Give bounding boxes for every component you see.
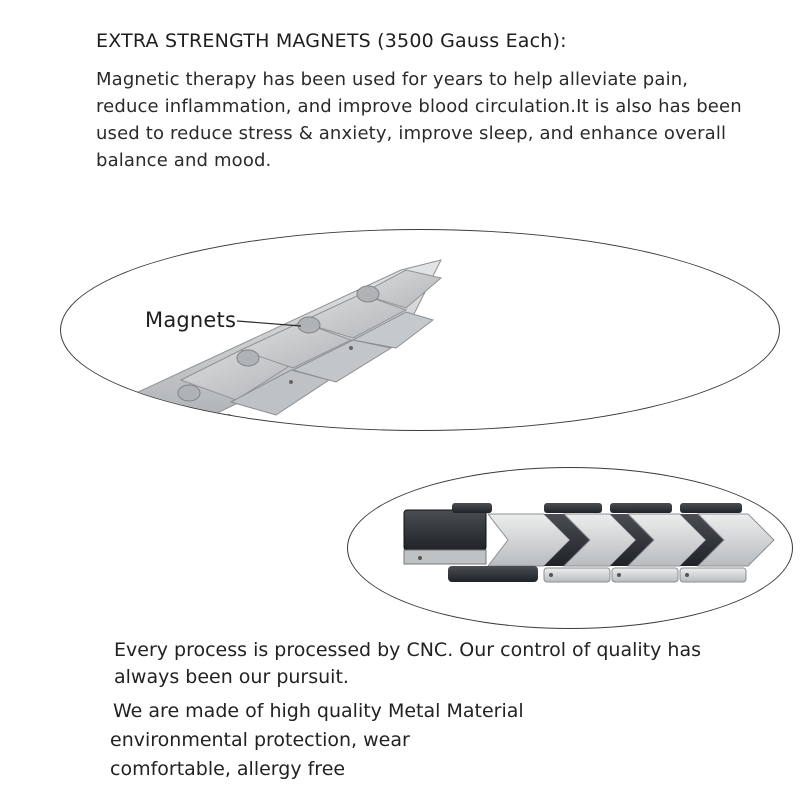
page-heading: EXTRA STRENGTH MAGNETS (3500 Gauss Each): <box>96 30 567 52</box>
cnc-quality-text: Every process is processed by CNC. Our control of quality has always been our pursuit. <box>114 639 701 688</box>
material-line-3: comfortable, allergy free <box>110 758 346 780</box>
two-tone-bracelet-image <box>348 468 793 629</box>
intro-paragraph: Magnetic therapy has been used for years to help alleviate pain, reduce inflammation, and improve blood circulation.It is also has been used to reduce stress & anxiety, improve sleep, and enhance overall balance and mood. <box>96 69 742 171</box>
material-line-1: We are made of high quality Metal Material <box>113 700 524 722</box>
bracelet-clasp-ellipse <box>347 467 793 629</box>
magnets-label: Magnets <box>145 308 237 332</box>
material-line-2: environmental protection, wear <box>110 729 410 751</box>
material-text-block <box>110 697 610 784</box>
magnets-leader-line <box>237 318 307 338</box>
